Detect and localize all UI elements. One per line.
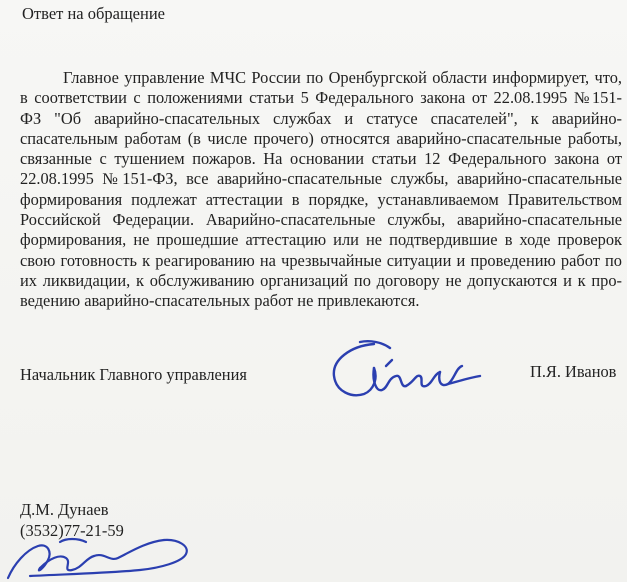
executor-signature [0,518,200,582]
signatory-position: Начальник Главного управления [20,365,247,384]
paragraph-line: формирования подлежат аттестации в порядке, устанавливаемом Правительством [20,189,622,209]
handwritten-signature [330,338,490,408]
signatory-name: П.Я. Иванов [530,362,617,381]
paragraph-line: 22.08.1995 №151-ФЗ, все аварийно-спасательные службы, аварийно-спасательные [20,169,622,189]
body-paragraph [20,68,622,312]
document-title: Ответ на обращение [22,4,165,23]
paragraph-line: Российской Федерации. Аварийно-спасательные службы, аварийно-спасательные [20,210,622,230]
paragraph-line: формирования, не прошедшие аттестацию или не подтвердившие в ходе проверок [20,230,622,250]
paragraph-line: ведению аварийно-спасательных работ не привлекаются. [20,291,420,311]
paragraph-line: Главное управление МЧС России по Оренбургской области информирует, что, [63,68,622,87]
paragraph-line: связанные с тушением пожаров. На основании статьи 12 Федерального закона от [20,149,622,169]
paragraph-line: свою готовность к реагированию на чрезвычайные ситуации и проведению работ по [20,250,622,270]
paragraph-line: их ликвидации, к обслуживанию организаций по договору не допускаются и к про- [20,270,622,290]
executor-name: Д.М. Дунаев [20,500,109,519]
paragraph-line: спасательным работам (в числе прочего) относятся аварийно-спасательные работы, [20,128,622,148]
executor-phone: (3532)77-21-59 [20,521,124,540]
paragraph-line: в соответствии с положениями статьи 5 Федерального закона от 22.08.1995 №151- [20,88,622,108]
paragraph-line: ФЗ "Об аварийно-спасательных службах и статусе спасателей", к аварийно- [20,108,622,128]
